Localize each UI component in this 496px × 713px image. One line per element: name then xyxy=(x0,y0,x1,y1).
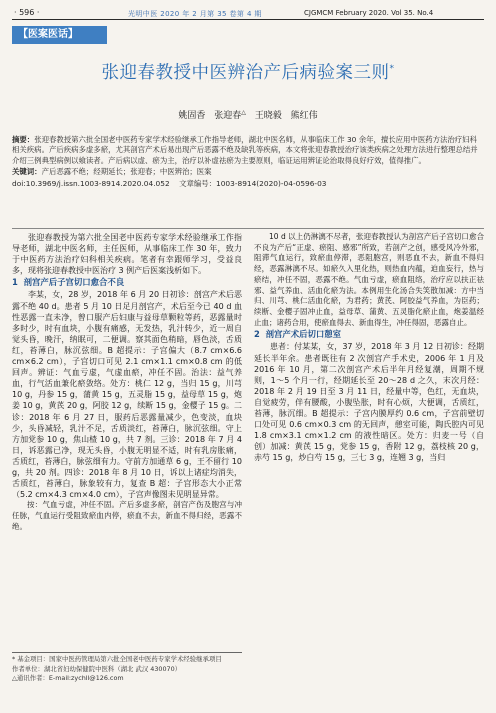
doi-line: doi:10.3969/j.issn.1003-8914.2020.04.052 文章编号：1003-8914(2020)-04-0596-03 xyxy=(12,178,327,188)
author-info: 作者单位：湖北省妇幼保健院中医科（湖北 武汉 430070） xyxy=(12,664,182,673)
journal-citation-cn: 光明中医 2020 年 2 月第 35 卷第 4 期 xyxy=(128,10,262,18)
right-column xyxy=(254,232,484,463)
case1-note-continued: 10 d 以上仍淋漓不尽者，张迎春教授认为剖宫产后子宫切口愈合不良为产后“正虚、瘀阻、感邪”所致，若剖产之创，感受风冷外邪，阻滞气血运行，致瘀血停滞，恶阻胞宫，则恶血不去，新血不得归经，恶露淋漓不尽。如瘀久入里化热，则热血内蕴，迫血妄行，热与瘀结，冲任不固，恶露不绝。气血亏虚，瘀血阻络，治疗应以扶正祛邪、益气养血、活血化瘀为法。本例用生化汤合失笑散加减：方中当归、川芎、桃仁活血化瘀，为君药；黄芪、阿胶益气养血，为臣药；续断、金樱子固冲止血，益母草、蒲黄、五灵脂化瘀止血，炮姜温经止血；诸药合用，使瘀血得去、新血得生，冲任得固，恶露自止。 xyxy=(254,232,484,327)
keywords: 关键词：产后恶露不绝；经期延长；张迎春；中医辨治；医案 xyxy=(12,167,212,177)
article-title: 张迎春教授中医辨治产后病验案三则* xyxy=(101,63,395,83)
section-heading-1: 1 剖宫产后子宫切口愈合不良 xyxy=(12,277,125,288)
case1-paragraph: 李某，女，28 岁，2018 年 6 月 20 日初诊：剖宫产术后恶露不绝 40 d。患者 5 月 10 日足月剖宫产，术后至今已 40 d 血性恶露一直未净，曾口服产后妇康与益母草颗粒等药，恶露量时多时少，时有血块，小腹有痛感，无发热，乳汁转少，近一周自觉头昏，晚汗，纳眠可，二便调。察其面色稍暗，唇色淡，舌质红，苔薄白，脉沉弦细。B 超提示：子宫偏大（8.7 cm×6.6 cm×6.2 cm），子宫切口可见 2.1 cm×1.1 cm×0.8 cm 的低回声。辨证：气血亏虚，气虚血瘀，冲任不固。治法：益气养血，行气活血兼化瘀敛络。处方：桃仁 12 g，当归 15 g，川芎 10 g，丹参 15 g，蒲黄 15 g，五灵脂 15 g，益母草 15 g，炮姜 10 g，黄芪 20 g，阿胶 12 g，续断 15 g，金樱子 15 g。二诊：2018 年 6 月 27 日，服药后恶露量减少，色变淡，血块少，头昏减轻，乳汁不足，舌质淡红，苔薄白，脉沉弦细。守上方加党参 10 g，焦山楂 10 g，共 7 剂。三诊：2018 年 7 月 4 日，诉恶露已净，现无头昏，小腹无明显不适，时有乳房胀痛，舌质红，苔薄白，脉弦细有力。守前方加通草 6 g，王不留行 10 g，共 20 剂。四诊：2018 年 8 月 10 日，诉以上诸症均消失，舌质红，苔薄白，脉象较有力，复查 B 超：子宫形态大小正常（5.2 cm×4.3 cm×4.0 cm），子宫声像图未见明显异常。 xyxy=(12,290,242,500)
correspondence: △通讯作者：E-mail:zychll@126.com xyxy=(12,674,124,683)
abstract-block xyxy=(12,135,484,189)
abstract-divider xyxy=(12,228,484,229)
left-column xyxy=(12,232,242,532)
abstract: 摘要：张迎春教授第六批全国老中医药专家学术经验继承工作指导老师，湖北中医名师，从事临床工作 30 余年，擅长应用中医药方法治疗妇科相关疾病。产后疾病多虚多瘀，尤其剖宫产术后易出现产后恶露不绝及缺乳等疾病，本文将张迎春教授治疗该类疾病之处理方法进行整理总结并介绍三例典型病例以飨读者。产后病以虚、瘀为主，治疗以补虚祛瘀为主要原则，临证运用辨证论治取得良好疗效，值得推广。 xyxy=(12,135,478,165)
section-heading-2: 2 剖宫产术后切口憩室 xyxy=(254,329,342,340)
section-tag: 【医案医话】 xyxy=(12,26,107,44)
footnotes xyxy=(12,655,242,684)
intro-paragraph: 张迎春教授为第六批全国老中医药专家学术经验继承工作指导老师，湖北中医名师，主任医师，从事临床工作 30 年，致力于中医药方法治疗妇科相关疾病。笔者有幸跟师学习，受益良多，现将张迎春教授中医治疗 3 例产后医案浅析如下。 xyxy=(12,233,242,276)
authors: 姚固香 张迎春△ 王晓毅 熊红伟 xyxy=(178,109,318,121)
page-number: · 596 · xyxy=(14,8,40,17)
case1-note: 按：气血亏虚，冲任不固。产后多虚多瘀，剖宫产伤及胞宫与冲任脉，气血运行受阻致瘀血内停，瘀血不去，新血不得归经，恶露不绝。 xyxy=(12,500,242,531)
header-divider xyxy=(12,19,484,20)
case2-paragraph: 患者：付某某，女，37 岁，2018 年 3 月 12 日初诊：经期延长半年余。患者既往有 2 次剖宫产手术史，2006 年 1 月及 2016 年 10 月，第二次剖宫产术后半年月经复潮，周期不规则，1～5 个月一行，经期延长至 20～28 d 之久，末次月经：2018 年 2 月 19 日至 3 月 11 日，经量中等，色红，无血块，自觉疲劳，伴有腰酸，小腹坠胀，时有心烦，大便调，舌质红，苔薄，脉沉细。B 超提示：子宫内膜厚约 0.6 cm，子宫前壁切口处可见 0.6 cm×0.3 cm 的无回声，憩室可能，陶氏腔内可见 1.8 cm×3.1 cm×1.2 cm 的液性暗区。处方：归麦一号（自创）加减：黄芪 15 g，党参 15 g，香附 12 g，荔枝核 20 g，赤芍 15 g，炒白芍 15 g，三七 3 g，连翘 3 g，当归 xyxy=(254,342,484,463)
funding-note: * 基金项目：国家中医药管理局第六批全国老中医药专家学术经验继承项目 xyxy=(12,655,222,663)
running-header xyxy=(8,4,488,18)
journal-citation-en: CJGMCM February 2020. Vol 35. No.4 xyxy=(304,9,434,17)
footnote-divider xyxy=(12,652,242,653)
